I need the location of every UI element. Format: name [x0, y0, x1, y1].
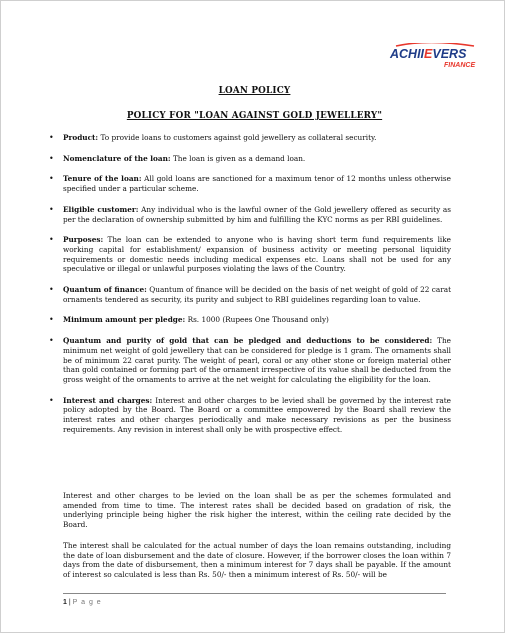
- item-label: Quantum of finance:: [63, 285, 147, 295]
- list-item: [49, 315, 451, 325]
- body-paragraph: The interest shall be calculated for the actual number of days the loan remains outstanding, including the date of loan disbursement and the date of closure. However, if the borrower closes the loan within 7 days from the date of disbursement, then a minimum interest for 7 days shall be payable. If the amount of interest so calculated is less than Rs. 50/- then a minimum interest of Rs. 50/- will be: [63, 541, 451, 580]
- item-label: Tenure of the loan:: [63, 174, 142, 184]
- item-label: Minimum amount per pledge:: [63, 315, 186, 325]
- svg-text:FINANCE: FINANCE: [444, 62, 476, 69]
- list-item: [49, 154, 451, 164]
- item-text: Quantum of finance will be decided on the basis of net weight of gold of 22 carat ornaments tendered as security, its purity and subject to RBI guidelines regarding loan to value.: [63, 285, 451, 304]
- footer-separator: |: [66, 599, 73, 606]
- bullet-icon: •: [49, 395, 54, 405]
- list-item: [49, 396, 451, 435]
- list-item: [49, 336, 451, 385]
- footer-divider: [63, 593, 446, 594]
- list-item: [49, 205, 451, 224]
- item-label: Quantum and purity of gold that can be pledged and deductions to be considered:: [63, 336, 433, 346]
- bullet-icon: •: [49, 235, 54, 245]
- bullet-icon: •: [49, 336, 54, 346]
- page-title: LOAN POLICY: [218, 86, 291, 96]
- svg-text:ACHIIEVERS: ACHIIEVERS: [390, 47, 467, 61]
- item-text: All gold loans are sanctioned for a maximum tenor of 12 months unless otherwise specified under a particular scheme.: [63, 174, 451, 194]
- item-label: Nomenclature of the loan:: [63, 153, 171, 163]
- bullet-icon: •: [49, 285, 54, 295]
- item-label: Purposes:: [63, 235, 104, 245]
- bullet-icon: •: [49, 174, 54, 184]
- item-text: To provide loans to customers against gold jewellery as collateral security.: [98, 133, 377, 142]
- item-label: Product:: [63, 133, 99, 142]
- page-subtitle: POLICY FOR "LOAN AGAINST GOLD JEWELLERY": [126, 111, 383, 121]
- list-item: [49, 133, 451, 143]
- page-footer: [63, 599, 102, 606]
- bullet-icon: •: [49, 133, 54, 142]
- achievers-finance-logo: [388, 43, 494, 69]
- item-text: The loan is given as a demand loan.: [170, 153, 306, 163]
- item-label: Interest and charges:: [63, 395, 153, 405]
- bullet-icon: •: [49, 153, 54, 163]
- list-item: [49, 235, 451, 274]
- item-text: Interest and other charges to be levied shall be governed by the interest rate policy adopted by the Board. The Board or a committee empowered by the Board shall review the interest rates and other charges periodically and make necessary revisions as per the business requirements. Any revision in interest shall only be with prospective effect.: [63, 395, 451, 434]
- item-text: The minimum net weight of gold jewellery that can be considered for pledge is 1 gram. The ornaments shall be of minimum 22 carat purity. The weight of pearl, coral or any other stone or foreign material other than gold contained or forming part of the ornament irrespective of its value shall be deducted from the gross weight of the ornaments to arrive at the net weight for calculating the eligibility for the loan.: [63, 336, 451, 384]
- body-paragraph: Interest and other charges to be levied on the loan shall be as per the schemes formulated and amended from time to time. The interest rates shall be decided based on gradation of risk, the underlying principle being higher the risk higher the interest, within the ceiling rate decided by the Board.: [63, 491, 451, 530]
- policy-list: [49, 133, 451, 434]
- item-text: Rs. 1000 (Rupees One Thousand only): [185, 315, 329, 325]
- item-text: The loan can be extended to anyone who is having short term fund requirements like working capital for establishment/ expansion of business activity or meeting personal liquidity requirements or domestic needs including medical expenses etc. Loans shall not be used for any speculative or illegal or unlawful purposes violating the laws of the Country.: [63, 235, 451, 274]
- list-item: [49, 174, 451, 193]
- item-label: Eligible customer:: [63, 204, 139, 214]
- list-item: [49, 285, 451, 304]
- page-number: 1: [63, 599, 67, 606]
- item-text: Any individual who is the lawful owner of the Gold jewellery offered as security as per the declaration of ownership submitted by him and fulfilling the KYC norms as per RBI guidelines.: [63, 204, 451, 224]
- page-word: P a g e: [72, 599, 102, 606]
- bullet-icon: •: [49, 204, 54, 214]
- bullet-icon: •: [49, 315, 54, 325]
